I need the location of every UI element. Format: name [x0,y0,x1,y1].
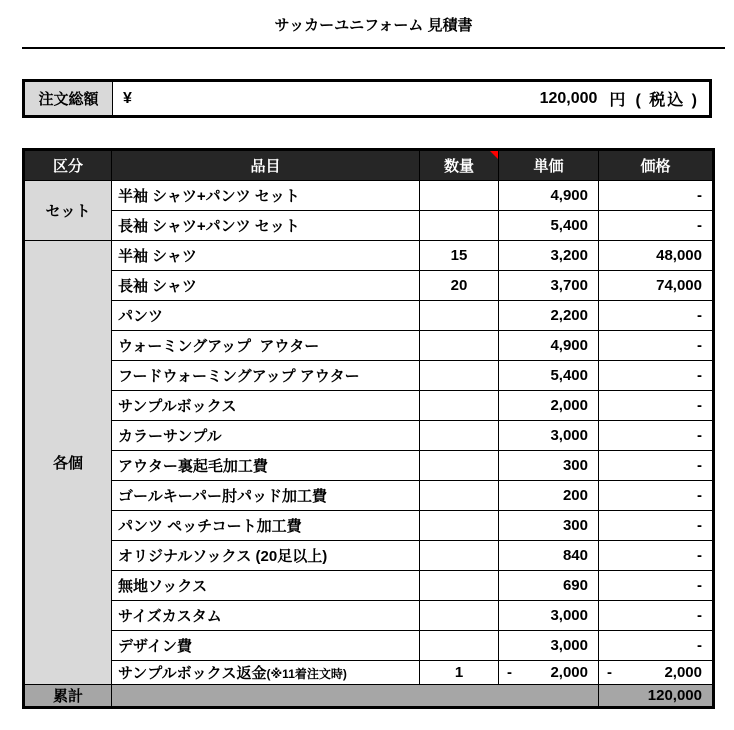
unit-price-cell: 3,700 [499,271,599,301]
item-cell: 半袖 シャツ [112,241,420,271]
qty-cell: 1 [420,661,499,685]
header-qty [420,150,499,181]
header-qty-label: 数量 [443,158,474,175]
unit-price-cell: 3,200 [499,241,599,271]
unit-price-cell: 3,000 [499,601,599,631]
unit-price-value: 2,000 [550,664,588,681]
table-row [24,481,714,511]
minus-sign: - [507,664,512,681]
price-cell: 74,000 [599,271,714,301]
item-cell: サイズカスタム [112,601,420,631]
qty-cell [420,181,499,211]
total-spacer [112,685,599,708]
price-cell: - [599,631,714,661]
price-cell: - [599,451,714,481]
qty-cell: 20 [420,271,499,301]
table-row [24,301,714,331]
item-cell: オリジナルソックス (20足以上) [112,541,420,571]
unit-price-cell: 300 [499,451,599,481]
qty-cell [420,301,499,331]
unit-price-cell: 2,000 [499,391,599,421]
table-row [24,241,714,271]
unit-price-cell: 840 [499,541,599,571]
item-cell: サンプルボックス [112,391,420,421]
table-row [24,361,714,391]
item-cell: 無地ソックス [112,571,420,601]
order-total-value [113,87,709,110]
qty-cell [420,571,499,601]
item-cell: アウター裏起毛加工費 [112,451,420,481]
item-cell: ウォーミングアップ アウター [112,331,420,361]
table-row [24,451,714,481]
quotation-table [22,148,715,709]
table-row [24,271,714,301]
item-cell: 長袖 シャツ+パンツ セット [112,211,420,241]
item-cell: 長袖 シャツ [112,271,420,301]
unit-price-cell: 2,200 [499,301,599,331]
unit-price-cell: 3,000 [499,631,599,661]
item-note: (※11着注文時) [266,667,347,681]
price-value: 2,000 [664,664,702,681]
qty-cell [420,481,499,511]
table-header [24,150,714,181]
qty-cell: 15 [420,241,499,271]
price-cell: - [599,541,714,571]
table-row [24,211,714,241]
table-row [24,541,714,571]
qty-cell [420,511,499,541]
qty-cell [420,631,499,661]
price-cell [599,661,714,685]
header-category: 区分 [24,150,112,181]
qty-cell [420,211,499,241]
total-label: 累計 [24,685,112,708]
qty-cell [420,601,499,631]
item-cell: フードウォーミングアップ アウター [112,361,420,391]
total-row [24,685,714,708]
price-cell: - [599,421,714,451]
price-cell: - [599,511,714,541]
table-row [24,331,714,361]
unit-price-cell: 4,900 [499,331,599,361]
title-divider [22,47,725,49]
header-row [24,150,714,181]
item-cell: 半袖 シャツ+パンツ セット [112,181,420,211]
item-cell: ゴールキーパー肘パッド加工費 [112,481,420,511]
unit-price-cell: 300 [499,511,599,541]
price-cell: - [599,331,714,361]
order-total-amount-group [540,87,699,110]
order-total-value-cell [113,81,711,117]
qty-cell [420,391,499,421]
group-label-set: セット [24,181,112,241]
qty-cell [420,421,499,451]
price-cell: - [599,181,714,211]
price-cell: - [599,571,714,601]
total-value: 120,000 [599,685,714,708]
unit-price-cell: 200 [499,481,599,511]
item-cell: パンツ ペッチコート加工費 [112,511,420,541]
item-cell [112,661,420,685]
page-title: サッカーユニフォーム 見積書 [274,17,473,34]
qty-cell [420,361,499,391]
qty-cell [420,541,499,571]
unit-price-cell: 3,000 [499,421,599,451]
order-total-amount: 120,000 [539,89,598,107]
table-row [24,421,714,451]
table-row [24,631,714,661]
unit-price-cell: 5,400 [499,361,599,391]
currency-symbol: ¥ [123,89,132,107]
header-item: 品目 [112,150,420,181]
comment-marker-icon [490,151,498,159]
item-cell: パンツ [112,301,420,331]
order-total-row [24,81,711,117]
table-row [24,571,714,601]
price-cell: - [599,601,714,631]
table-row [24,391,714,421]
item-cell: カラーサンプル [112,421,420,451]
unit-price-cell [499,661,599,685]
qty-cell [420,331,499,361]
unit-price-cell: 4,900 [499,181,599,211]
price-cell: - [599,361,714,391]
price-cell: - [599,211,714,241]
minus-sign: - [607,664,612,681]
order-total-box [22,79,712,118]
unit-price-cell: 5,400 [499,211,599,241]
qty-cell [420,451,499,481]
order-total-unit: 円 [609,92,626,109]
group-label-individual: 各個 [24,241,112,685]
table-body [24,181,714,708]
table-row [24,511,714,541]
price-cell: 48,000 [599,241,714,271]
price-cell: - [599,481,714,511]
price-cell: - [599,391,714,421]
header-unit-price: 単価 [499,150,599,181]
table-row-refund [24,661,714,685]
order-total-label: 注文総額 [24,81,113,117]
price-cell: - [599,301,714,331]
item-label: サンプルボックス返金 [118,665,267,682]
order-total-tax-note: ( 税込 ) [635,92,699,109]
header-price: 価格 [599,150,714,181]
item-cell: デザイン費 [112,631,420,661]
table-row [24,181,714,211]
unit-price-cell: 690 [499,571,599,601]
table-row [24,601,714,631]
